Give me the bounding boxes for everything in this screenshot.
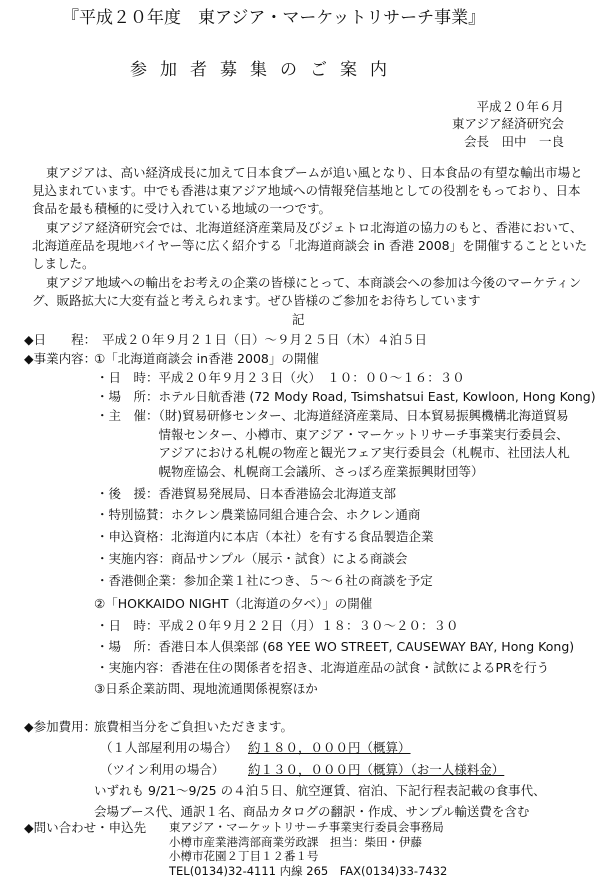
detail-line: ・場 所：香港日本人倶楽部 (68 YEE WO STREET, CAUSEWAY BAY, Hong Kong) — [96, 639, 575, 654]
contact-line: 小樽市花園２丁目１２番１号 — [169, 849, 319, 863]
fee-twin-value: 約１３０，０００円（概算）（お一人様料金） — [248, 762, 505, 777]
fee-single-value: 約１８０，０００円（概算） — [248, 740, 411, 755]
ki-heading: 記 — [292, 312, 305, 327]
document-title: 『平成２０年度 東アジア・マーケットリサーチ事業』 — [62, 8, 486, 28]
fee-value: 旅費相当分をご負担いただきます。 — [94, 719, 294, 734]
intro-line: 北海道産品を現地バイヤー等に広く紹介する「北海道商談会 in 香港 2008」を開催することといた — [32, 238, 588, 253]
fee-twin-label: （ツイン利用の場合） — [100, 762, 225, 777]
detail-line: ・実施内容：香港在住の関係者を招き、北海道産品の試食・試飲によるPRを行う — [96, 660, 550, 675]
detail-line: アジアにおける札幌の物産と観光フェア実行委員会（札幌市、社団法人札 — [96, 445, 570, 460]
content-item-1: ①「北海道商談会 in香港 2008」の開催 — [94, 351, 319, 366]
chairperson: 会長 田中 一良 — [463, 134, 564, 149]
intro-line: 東アジア地域への輸出をお考えの企業の皆様にとって、本商談会への参加は今後のマーケティン — [46, 275, 582, 290]
intro-line: 東アジア経済研究会では、北海道経済産業局及びジェトロ北海道の協力のもと、香港において、 — [46, 220, 583, 235]
fee-note: いずれも 9/21～9/25 の４泊５日、航空運賃、宿泊、下記行程表記載の食事代、 — [94, 783, 546, 798]
detail-line: ・場 所：ホテル日航香港 (72 Mody Road, Tsimshatsui East, Kowloon, Hong Kong) — [96, 389, 596, 404]
fee-single-label: （１人部屋利用の場合） — [100, 740, 238, 755]
detail-line: ・特別協賛：ホクレン農業協同組合連合会、ホクレン通商 — [96, 507, 421, 522]
intro-line: 食品を最も積極的に受け入れている地域の一つです。 — [32, 201, 332, 216]
contact-label: ◆問い合わせ・申込先 — [24, 820, 147, 835]
detail-line: ・後 援：香港貿易発展局、日本香港協会北海道支部 — [96, 486, 397, 501]
detail-line: ・香港側企業：参加企業１社につき、５～６社の商談を予定 — [96, 573, 433, 588]
schedule-value: 平成２０年９月２１日（日）～９月２５日（木）４泊５日 — [102, 332, 428, 347]
organization-name: 東アジア経済研究会 — [451, 116, 564, 131]
document-subtitle: 参加者募集のご案内 — [130, 60, 400, 80]
detail-line: 情報センター、小樽市、東アジア・マーケットリサーチ事業実行委員会、 — [96, 427, 569, 442]
detail-line: ・申込資格：北海道内に本店（本社）を有する食品製造企業 — [96, 529, 434, 544]
fee-label: ◆参加費用： — [24, 719, 97, 734]
detail-line: ・主 催：（財)貿易研修センター、北海道経済産業局、日本貿易振興機構北海道貿易 — [96, 408, 569, 423]
content-label: ◆事業内容： — [24, 351, 97, 366]
detail-line: ・日 時：平成２０年９月２３日（火） １０：００～１６：３０ — [96, 370, 465, 385]
detail-line: ・実施内容：商品サンプル（展示・試食）による商談会 — [96, 551, 408, 566]
contact-line: 小樽市産業港湾部商業労政課 担当：柴田・伊藤 — [169, 835, 422, 849]
intro-line: しました。 — [32, 256, 95, 271]
contact-line: 東アジア・マーケットリサーチ事業実行委員会事務局 — [169, 820, 444, 834]
detail-line: ・日 時：平成２０年９月２２日（月）１８：３０～２０：３０ — [96, 618, 459, 633]
intro-line: 東アジアは、高い経済成長に加えて日本食ブームが追い風となり、日本食品の有望な輸出市場と — [46, 165, 583, 180]
content-item-2: ②「HOKKAIDO NIGHT（北海道の夕べ）」の開催 — [94, 596, 373, 611]
content-item-3: ③日系企業訪問、現地流通関係視察ほか — [94, 681, 318, 696]
contact-line: TEL(0134)32-4111 内線 265 FAX(0134)33-7432 — [169, 864, 448, 878]
intro-line: グ、販路拡大に大変有益と考えられます。ぜひ皆様のご参加をお待ちしています — [32, 293, 481, 308]
intro-line: 見込まれています。中でも香港は東アジア地域への情報発信基地としての役割をもっており、日本 — [32, 183, 581, 198]
schedule-label: ◆日 程： — [24, 332, 97, 347]
detail-line: 幌物産協会、札幌商工会議所、さっぽろ産業振興財団等） — [96, 464, 484, 479]
issue-date: 平成２０年６月 — [476, 99, 564, 114]
fee-note: 会場ブース代、通訳１名、商品カタログの翻訳・作成、サンプル輸送費を含む — [94, 804, 530, 819]
